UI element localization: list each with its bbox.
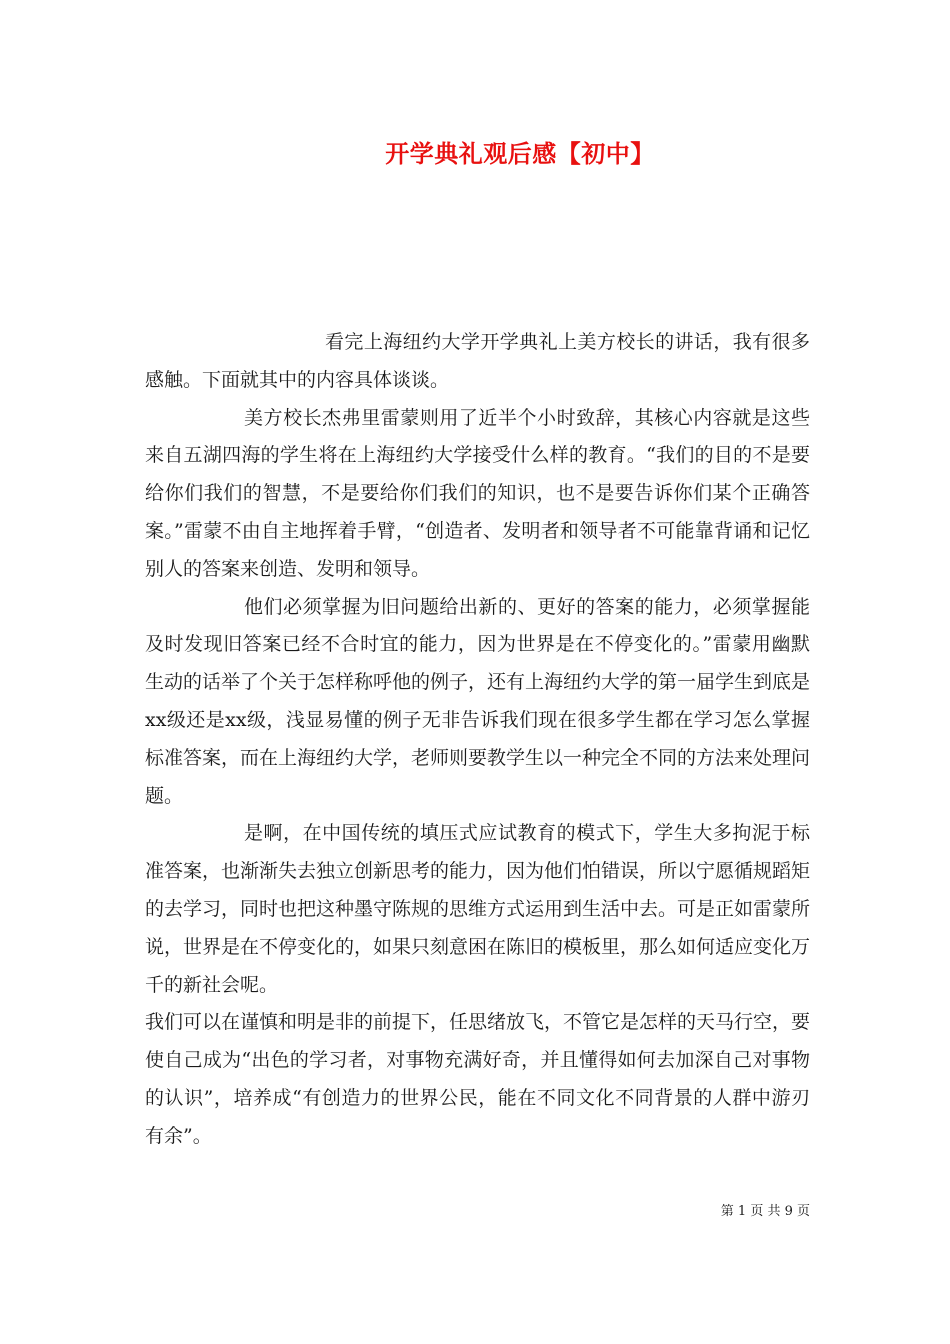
page-number-footer: 第 1 页 共 9 页 [720, 1204, 810, 1219]
paragraph-5: 我们可以在谨慎和明是非的前提下，任思绪放飞，不管它是怎样的天马行空，要使自己成为“出色的学习者，对事物充满好奇，并且懂得如何去加深自己对事物的认识”，培养成“有创造力的世界公民，能在不同文化不同背景的人群中游刃有余”。 [145, 1011, 811, 1147]
paragraph-3: 他们必须掌握为旧问题给出新的、更好的答案的能力，必须掌握能及时发现旧答案已经不合时宜的能力，因为世界是在不停变化的。”雷蒙用幽默生动的话举了个关于怎样称呼他的例子，还有上海纽约大学的第一届学生到底是xx级还是xx级，浅显易懂的例子无非告诉我们现在很多学生都在学习怎么掌握标准答案，而在上海纽约大学，老师则要教学生以一种完全不同的方法来处理问题。 [145, 595, 811, 807]
paragraph-2: 美方校长杰弗里雷蒙则用了近半个小时致辞，其核心内容就是这些来自五湖四海的学生将在上海纽约大学接受什么样的教育。“我们的目的不是要给你们我们的智慧，不是要给你们我们的知识，也不是要告诉你们某个正确答案。”雷蒙不由自主地挥着手臂，“创造者、发明者和领导者不可能靠背诵和记忆别人的答案来创造、发明和领导。 [145, 406, 810, 580]
paragraph-4: 是啊，在中国传统的填压式应试教育的模式下，学生大多拘泥于标准答案，也渐渐失去独立创新思考的能力，因为他们怕错误，所以宁愿循规蹈矩的去学习，同时也把这种墨守陈规的思维方式运用到生活中去。可是正如雷蒙所说，世界是在不停变化的，如果只刻意困在陈旧的模板里，那么如何适应变化万千的新社会呢。 [145, 822, 811, 996]
paragraph-1: 看完上海纽约大学开学典礼上美方校长的讲话，我有很多感触。下面就其中的内容具体谈谈。 [145, 331, 810, 391]
document-body [145, 324, 810, 1156]
document-title: 开学典礼观后感【初中】 [385, 139, 655, 168]
